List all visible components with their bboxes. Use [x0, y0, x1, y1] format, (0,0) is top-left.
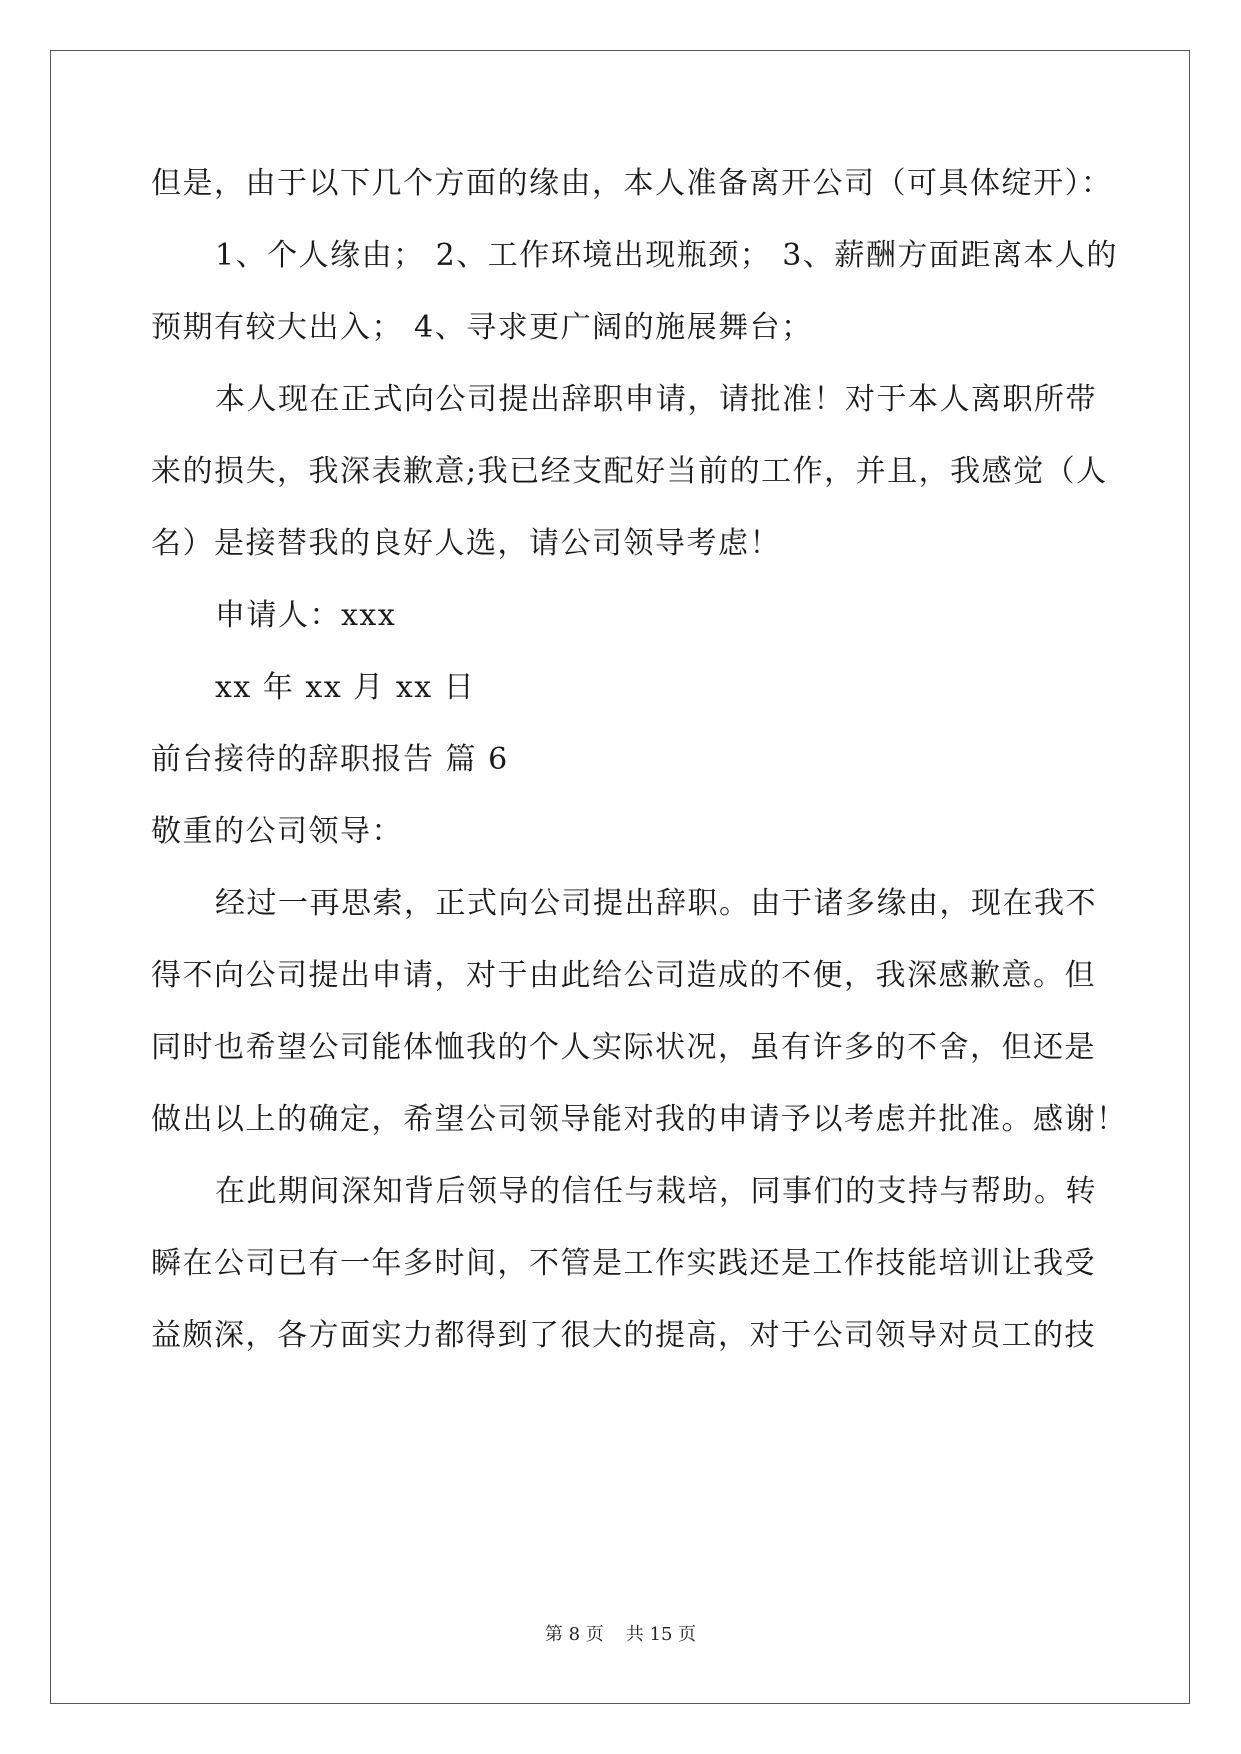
page-border — [50, 50, 1190, 1704]
page-number-current: 第 8 页 — [544, 1624, 604, 1645]
date-line: xx 年 xx 月 xx 日 — [215, 670, 476, 705]
paragraph-line: 瞬在公司已有一年多时间，不管是工作实践还是工作技能培训让我受 — [151, 1246, 1096, 1281]
paragraph-line: 同时也希望公司能体恤我的个人实际状况，虽有许多的不舍，但还是 — [151, 1030, 1096, 1065]
paragraph-line: 来的损失，我深表歉意;我已经支配好当前的工作，并且，我感觉（人 — [151, 454, 1108, 489]
page-footer — [0, 1623, 1241, 1647]
section-title: 前台接待的辞职报告 篇 6 — [151, 742, 509, 777]
paragraph-line: 得不向公司提出申请，对于由此给公司造成的不便，我深感歉意。但 — [151, 958, 1096, 993]
paragraph-line: 益颇深，各方面实力都得到了很大的提高，对于公司领导对员工的技 — [151, 1318, 1096, 1353]
paragraph-line: 本人现在正式向公司提出辞职申请，请批准！对于本人离职所带 — [215, 382, 1097, 417]
paragraph-line: 名）是接替我的良好人选，请公司领导考虑！ — [151, 526, 781, 561]
paragraph-line: 但是，由于以下几个方面的缘由，本人准备离开公司（可具体绽开）： — [151, 166, 1113, 201]
page-number-total: 共 15 页 — [625, 1624, 697, 1645]
paragraph-line: 1、个人缘由； 2、工作环境出现瓶颈； 3、薪酬方面距离本人的 — [215, 238, 1118, 273]
paragraph-line: 预期有较大出入； 4、寻求更广阔的施展舞台； — [151, 310, 813, 345]
paragraph-line: 经过一再思索，正式向公司提出辞职。由于诸多缘由，现在我不 — [215, 886, 1097, 921]
salutation: 敬重的公司领导： — [151, 814, 403, 849]
applicant-line: 申请人：xxx — [215, 598, 397, 633]
paragraph-line: 在此期间深知背后领导的信任与栽培，同事们的支持与帮助。转 — [215, 1174, 1097, 1209]
paragraph-line: 做出以上的确定，希望公司领导能对我的申请予以考虑并批准。感谢！ — [151, 1102, 1128, 1137]
